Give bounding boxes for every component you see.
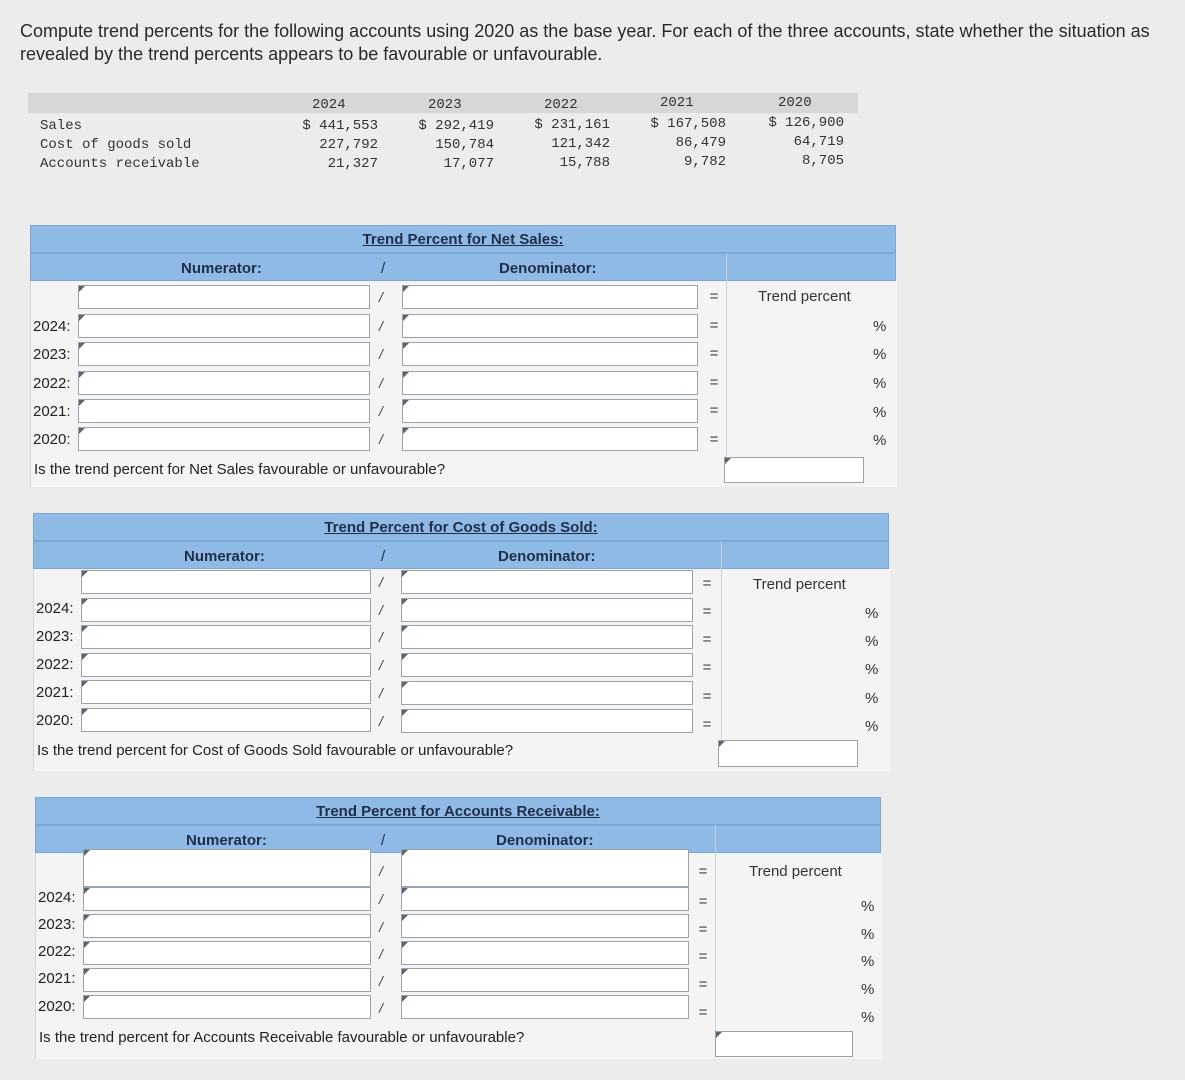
cell-value: 17,077 — [443, 156, 494, 172]
net-sales-section — [30, 225, 896, 487]
favourable-question: Is the trend percent for Net Sales favourable or unfavourable? — [34, 461, 446, 478]
trend-percent-label: Trend percent — [749, 863, 842, 880]
year-header: 2022 — [544, 97, 578, 113]
account-data-table — [28, 93, 858, 183]
equals: = — [709, 374, 719, 391]
year-label: 2024: — [38, 889, 76, 906]
numerator-input-2020[interactable] — [78, 427, 370, 451]
denominator-input-2022[interactable] — [401, 653, 693, 677]
slash: / — [379, 289, 383, 305]
year-label: 2020: — [36, 712, 74, 729]
slash: / — [379, 1000, 383, 1016]
percent-sign: % — [865, 605, 879, 622]
year-label: 2022: — [33, 375, 71, 392]
favourable-question: Is the trend percent for Cost of Goods Sold favourable or unfavourable? — [37, 742, 514, 759]
numerator-header: Numerator: — [186, 832, 267, 849]
percent-sign: % — [873, 318, 887, 335]
year-label: 2022: — [38, 943, 76, 960]
slash: / — [379, 973, 383, 989]
slash: / — [379, 574, 383, 590]
denominator-input-2021[interactable] — [402, 399, 698, 423]
percent-sign: % — [865, 718, 879, 735]
equals: = — [702, 688, 712, 705]
denominator-label-input[interactable] — [402, 285, 698, 309]
year-label: 2023: — [38, 916, 76, 933]
equals: = — [709, 431, 719, 448]
equals: = — [709, 402, 719, 419]
slash: / — [379, 346, 383, 362]
percent-sign: % — [873, 375, 887, 392]
equals: = — [702, 716, 712, 733]
percent-sign: % — [873, 404, 887, 421]
denominator-input-2023[interactable] — [401, 625, 693, 649]
favourable-question: Is the trend percent for Accounts Receivable favourable or unfavourable? — [39, 1029, 525, 1046]
slash: / — [379, 318, 383, 334]
year-label: 2023: — [33, 346, 71, 363]
denominator-input-2022[interactable] — [402, 371, 698, 395]
slash: / — [379, 602, 383, 618]
equals: = — [698, 976, 708, 993]
denominator-input-2023[interactable] — [402, 342, 698, 366]
section-title: Trend Percent for Cost of Goods Sold: — [324, 519, 598, 536]
numerator-header: Numerator: — [181, 260, 262, 277]
year-label: 2022: — [36, 656, 74, 673]
cell-value: 227,792 — [319, 137, 378, 153]
equals: = — [702, 631, 712, 648]
cell-value: 15,788 — [559, 155, 610, 171]
numerator-input-2021[interactable] — [83, 968, 371, 992]
cell-value: $ 441,553 — [302, 118, 378, 134]
year-label: 2020: — [33, 431, 71, 448]
slash: / — [379, 431, 383, 447]
cell-value: 9,782 — [683, 154, 726, 170]
equals: = — [709, 288, 719, 305]
numerator-header: Numerator: — [184, 548, 265, 565]
cell-value: 86,479 — [675, 135, 726, 151]
denominator-header: Denominator: — [496, 832, 594, 849]
year-header: 2020 — [778, 95, 812, 111]
numerator-input-2020[interactable] — [83, 995, 371, 1019]
slash: / — [379, 629, 383, 645]
slash: / — [379, 375, 383, 391]
numerator-input-2023[interactable] — [81, 625, 371, 649]
denominator-label-input[interactable] — [401, 570, 693, 594]
equals: = — [702, 575, 712, 592]
cell-value: 21,327 — [327, 156, 378, 172]
section-title-bar — [33, 513, 889, 541]
cell-value: 64,719 — [793, 134, 844, 150]
trend-percent-label: Trend percent — [753, 576, 846, 593]
equals: = — [702, 659, 712, 676]
equals: = — [698, 893, 708, 910]
numerator-input-2022[interactable] — [83, 941, 371, 965]
row-label-cogs: Cost of goods sold — [40, 137, 192, 153]
denominator-input-2020[interactable] — [401, 709, 693, 733]
numerator-input-2021[interactable] — [78, 399, 370, 423]
denominator-input-2020[interactable] — [401, 995, 689, 1019]
equals: = — [698, 921, 708, 938]
cogs-answer-select[interactable] — [718, 740, 858, 767]
denominator-input-2022[interactable] — [401, 941, 689, 965]
year-label: 2024: — [33, 318, 71, 335]
section-title-bar — [35, 797, 881, 825]
numerator-label-input[interactable] — [81, 570, 371, 594]
percent-sign: % — [865, 690, 879, 707]
row-label-sales: Sales — [40, 118, 83, 134]
denominator-input-2021[interactable] — [401, 681, 693, 705]
ar-section — [35, 797, 901, 1059]
slash: / — [379, 657, 383, 673]
slash: / — [379, 946, 383, 962]
denominator-input-2023[interactable] — [401, 914, 689, 938]
numerator-input-2023[interactable] — [83, 914, 371, 938]
numerator-label-input[interactable] — [83, 849, 371, 887]
year-label: 2021: — [33, 403, 71, 420]
numerator-input-2020[interactable] — [81, 708, 371, 732]
numerator-input-2024[interactable] — [78, 314, 370, 338]
slash: / — [379, 713, 383, 729]
year-header: 2023 — [428, 97, 462, 113]
percent-sign: % — [865, 633, 879, 650]
equals: = — [702, 603, 712, 620]
percent-sign: % — [861, 981, 875, 998]
denominator-input-2020[interactable] — [402, 427, 698, 451]
denominator-header: Denominator: — [498, 548, 596, 565]
year-label: 2024: — [36, 600, 74, 617]
section-title: Trend Percent for Accounts Receivable: — [316, 803, 600, 820]
percent-sign: % — [861, 898, 875, 915]
denominator-label-input[interactable] — [401, 849, 689, 887]
denominator-input-2024[interactable] — [402, 314, 698, 338]
cogs-section — [33, 513, 899, 771]
net-sales-answer-select[interactable] — [724, 457, 864, 483]
trend-percent-label: Trend percent — [758, 288, 851, 305]
year-label: 2021: — [38, 970, 76, 987]
cell-value: 8,705 — [801, 153, 844, 169]
percent-sign: % — [861, 953, 875, 970]
denominator-input-2024[interactable] — [401, 598, 693, 622]
cell-value: $ 126,900 — [768, 115, 844, 131]
slash-header: / — [381, 548, 386, 565]
numerator-input-2024[interactable] — [81, 598, 371, 622]
cell-value: $ 292,419 — [418, 118, 494, 134]
slash: / — [379, 891, 383, 907]
percent-sign: % — [861, 926, 875, 943]
cell-value: $ 231,161 — [534, 117, 610, 133]
numerator-input-2024[interactable] — [83, 887, 371, 911]
year-label: 2023: — [36, 628, 74, 645]
numerator-input-2021[interactable] — [81, 680, 371, 704]
cell-value: 121,342 — [551, 136, 610, 152]
percent-sign: % — [865, 661, 879, 678]
equals: = — [698, 948, 708, 965]
slash: / — [379, 863, 383, 879]
numerator-input-2022[interactable] — [81, 653, 371, 677]
percent-sign: % — [873, 346, 887, 363]
numerator-label-input[interactable] — [78, 285, 370, 309]
numerator-input-2022[interactable] — [78, 371, 370, 395]
section-title: Trend Percent for Net Sales: — [362, 231, 564, 248]
question-text: Compute trend percents for the following accounts using 2020 as the base year. For each of the three accounts, state whether the situation as revealed by the trend percents appears to be favourable or unfavourable. — [20, 21, 1150, 64]
denominator-input-2021[interactable] — [401, 968, 689, 992]
percent-sign: % — [861, 1009, 875, 1026]
cell-value: $ 167,508 — [650, 116, 726, 132]
numerator-input-2023[interactable] — [78, 342, 370, 366]
equals: = — [698, 863, 708, 880]
denominator-header: Denominator: — [499, 260, 597, 277]
year-label: 2020: — [38, 998, 76, 1015]
percent-sign: % — [873, 432, 887, 449]
equals: = — [698, 1004, 708, 1021]
cell-value: 150,784 — [435, 137, 494, 153]
year-label: 2021: — [36, 684, 74, 701]
slash: / — [379, 403, 383, 419]
column-header-bar — [30, 253, 896, 281]
year-header: 2024 — [312, 97, 346, 113]
column-header-bar — [33, 541, 889, 569]
slash: / — [379, 685, 383, 701]
slash: / — [379, 919, 383, 935]
row-label-ar: Accounts receivable — [40, 156, 200, 172]
year-header: 2021 — [660, 95, 694, 111]
slash-header: / — [381, 832, 386, 849]
denominator-input-2024[interactable] — [401, 887, 689, 911]
slash-header: / — [381, 260, 386, 277]
equals: = — [709, 345, 719, 362]
ar-answer-select[interactable] — [715, 1031, 853, 1057]
section-title-bar — [30, 225, 896, 253]
equals: = — [709, 317, 719, 334]
